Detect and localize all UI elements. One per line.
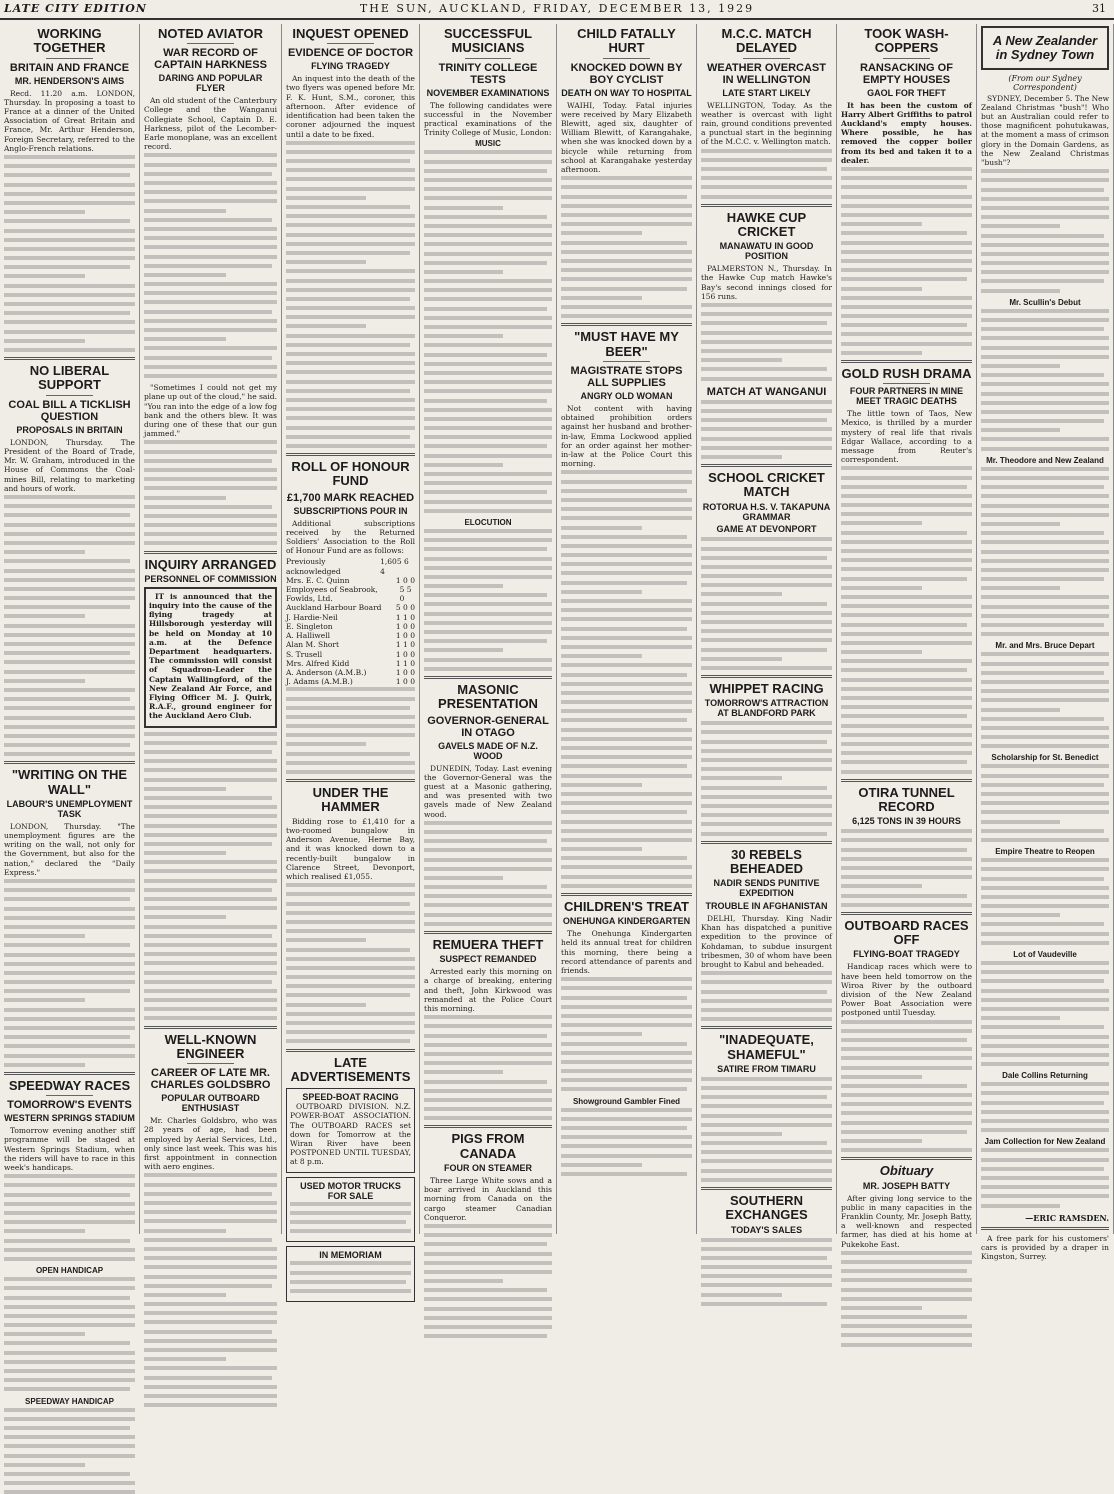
subheadline: DARING AND POPULAR FLYER [158, 73, 263, 94]
ad-text: OUTBOARD DIVISION. N.Z. POWER-BOAT ASSOCIATION. The OUTBOARD RACES set down for Tomorrow at the Wiran River have been POSTPONED UNTIL TUESDAY, at 8 p.m. [290, 1102, 411, 1167]
subscriber-name: J. Adams (A.M.B.) [286, 677, 353, 687]
article-body [981, 309, 1109, 451]
headline: SCHOOL CRICKET MATCH [708, 470, 825, 500]
subheadline: TODAY'S SALES [730, 1224, 803, 1235]
subscription-amount: 1 0 0 [395, 621, 415, 631]
subscriber-name: Previously acknowledged [286, 557, 341, 576]
subheadline: GOVERNOR-GENERAL IN OTAGO [427, 714, 549, 739]
article-text: A free park for his customers' cars is provided by a draper in Kingston, Surrey. [981, 1233, 1109, 1262]
subheadline: KNOCKED DOWN BY BOY CYCLIST [570, 61, 683, 86]
column-8 [977, 24, 1114, 1262]
headline: TOOK WASH-COPPERS [864, 26, 949, 56]
section-subhead: Jam Collection for New Zealand [984, 1137, 1106, 1147]
headline: PIGS FROM CANADA [451, 1131, 525, 1161]
article-body [701, 1077, 832, 1182]
advertisements-heading: LATE ADVERTISEMENTS [290, 1054, 411, 1084]
subscriber-name: J. Hardie-Neil [286, 612, 338, 622]
subheadline: MR. JOSEPH BATTY [862, 1180, 951, 1191]
section-subhead: Mr. Theodore and New Zealand [986, 455, 1104, 465]
subscription-row [286, 640, 415, 649]
article-body [286, 687, 415, 774]
headline: GOLD RUSH DRAMA [841, 366, 972, 382]
headline: CHILDREN'S TREAT [564, 899, 689, 915]
subheadline: LATE START LIKELY [722, 87, 811, 98]
section-subhead: Showground Gambler Fined [572, 1096, 681, 1106]
article-body [561, 470, 692, 887]
subscription-row [286, 659, 415, 668]
ad-title: USED MOTOR TRUCKS FOR SALE [300, 1180, 401, 1201]
subheadline: NOVEMBER EXAMINATIONS [426, 87, 550, 98]
subscriber-name: S. Trusell [286, 649, 323, 659]
subheadline: MAGISTRATE STOPS ALL SUPPLIES [570, 364, 683, 389]
article-text: Not content with having obtained prohibition orders against her husband and brother-in-law, Emma Lockwood applied for an order against her mother-in-law at the Police Court this morning. [561, 403, 692, 469]
article-text: DUNEDIN, Today. Last evening the Governor-General was the guest at a Masonic gathering, and was presented with two gavels made of New Zealand wood. [424, 763, 552, 819]
article-body [841, 1020, 972, 1153]
section-subhead: SPEEDWAY HANDICAP [25, 1396, 114, 1406]
subheadline: FLYING-BOAT TRAGEDY [853, 949, 960, 960]
subscriber-name: A. Anderson (A.M.B.) [286, 667, 367, 677]
subheadline: SUBSCRIPTIONS POUR IN [293, 505, 408, 516]
subheadline: NADIR SENDS PUNITIVE EXPEDITION [713, 878, 820, 899]
ad-title: IN MEMORIAM [319, 1250, 382, 1261]
subscriber-name: Mrs. E. C. Quinn [286, 575, 350, 585]
article-body [701, 149, 832, 199]
article-text: Recd. 11.20 a.m. LONDON, Thursday. In proposing a toast to France at a dinner of the United Association of Great Britain and France, Mr. Arthur Henderson, Foreign Secretary, referred to the Anglo-French relations. [4, 88, 135, 153]
column-6 [697, 24, 837, 1234]
subscription-row [286, 585, 415, 603]
article-text: LONDON, Thursday. "The unemployment figures are the writing on the wall, not only for the Government, but also for the nation," declared the "Daily Express." [4, 821, 135, 877]
article-text: LONDON, Thursday. The President of the Board of Trade, Mr. W. Graham, introduced in the House of Commons the Coal-mines Bill, relating to marketing and hours of work. [4, 437, 135, 493]
headline: INQUIRY ARRANGED [144, 556, 277, 572]
article-body [424, 1015, 552, 1120]
subscription-amount: 1,605 6 4 [380, 557, 409, 576]
subheadline: EVIDENCE OF DOCTOR [287, 47, 414, 60]
subheadline: TRINITY COLLEGE TESTS [438, 61, 538, 86]
article-text: An old student of the Canterbury College and the Wanganui Collegiate School, Captain D. E. Harkness, pilot of the Lecomber-Earle monoplane, was an excellent record. [144, 96, 277, 152]
article-body [144, 440, 277, 545]
article-body [981, 961, 1109, 1066]
article-body [981, 169, 1109, 292]
article-text: Additional subscriptions received by the Returned Soldiers' Association to the Roll of Honour Fund are as follows: [286, 518, 415, 556]
subheadline: BRITAIN AND FRANCE [9, 61, 130, 74]
article-body [4, 1277, 135, 1391]
subscription-row [286, 557, 415, 575]
article-body [561, 1108, 692, 1176]
article-text: An inquest into the death of the two flyers was opened before Mr. F. K. Hunt, S.M., coroner, this afternoon. After evidence of identification had been taken the coroner adjourned the inquest until a date to be fixed. [286, 74, 415, 139]
article-body [701, 1238, 832, 1306]
subscription-row [286, 650, 415, 659]
headline: WELL-KNOWN ENGINEER [164, 1031, 257, 1061]
page-number: 31 [1092, 2, 1106, 15]
subscription-row [286, 631, 415, 640]
column-5 [557, 24, 697, 1234]
subscription-amount: 1 0 0 [395, 575, 415, 585]
subscription-amount: 5 0 0 [395, 603, 415, 613]
article-body [4, 879, 135, 1067]
subscription-row [286, 677, 415, 686]
article-text: Arrested early this morning on a charge of breaking, entering and theft, John Kirkwood was remanded at the Police Court this morning. [424, 967, 552, 1014]
headline: MASONIC PRESENTATION [438, 681, 538, 712]
section-subhead: Scholarship for St. Benedict [991, 753, 1099, 763]
article-text: "Sometimes I could not get my plane up out of the cloud," he said. "You ran into the edge of a low fog bank and the others blew. It was during one of these that our gun jammed." [144, 383, 277, 439]
section-subhead: Mr. and Mrs. Bruce Depart [995, 641, 1095, 651]
column-4 [420, 24, 557, 1234]
subscription-amount: 1 0 0 [395, 631, 415, 641]
subscription-amount: 1 1 0 [395, 640, 415, 650]
subheadline: GAOL FOR THEFT [867, 87, 946, 98]
subheadline: PERSONNEL OF COMMISSION [144, 573, 277, 584]
article-body [841, 167, 972, 355]
subscription-amount: 1 0 0 [395, 667, 415, 677]
subheadline: FOUR ON STEAMER [443, 1163, 532, 1174]
subheadline: WEATHER OVERCAST IN WELLINGTON [707, 61, 826, 86]
article-body [841, 466, 972, 773]
article-body [424, 821, 552, 926]
article-body [981, 1148, 1109, 1207]
section-subhead: Dale Collins Returning [1002, 1071, 1088, 1081]
article-text: WELLINGTON, Today. As the weather is overcast with light rain, ground conditions prevented a punctual start in the beginning of the M.C.C. v. Wellington match. [701, 100, 832, 147]
headline: "WRITING ON THE WALL" [11, 767, 128, 797]
subscription-amount: 1 0 0 [395, 677, 415, 687]
article-text: PALMERSTON N., Thursday. In the Hawke Cup match Hawke's Bay's second innings closed for 156 runs. [701, 264, 832, 301]
ad-title: SPEED-BOAT RACING [302, 1092, 399, 1103]
subscriber-name: Employees of Seabrook, Fowlds, Ltd. [286, 585, 378, 604]
subheadline: CAREER OF LATE MR. CHARLES GOLDSBRO [150, 1067, 271, 1092]
subheadline: GAME AT DEVONPORT [716, 524, 817, 535]
article-text: The Onehunga Kindergarten held its annual treat for children this morning, there being a record attendance of parents and friends. [561, 929, 692, 976]
headline: "MUST HAVE MY BEER" [574, 329, 679, 359]
subscriber-name: Alan M. Short [286, 640, 340, 650]
subheadline: WESTERN SPRINGS STADIUM [4, 1113, 135, 1124]
subheadline: TOMORROW'S ATTRACTION AT BLANDFORD PARK [704, 698, 829, 719]
headline: ROLL OF HONOUR FUND [291, 459, 410, 489]
article-body [981, 764, 1109, 842]
headline: "INADEQUATE, SHAMEFUL" [719, 1032, 814, 1062]
subscription-row [286, 668, 415, 677]
subheadline: LABOUR'S UNEMPLOYMENT TASK [6, 799, 133, 819]
article-text: It has been the custom of Harry Albert Griffiths to patrol Auckland's empty houses. Where possible, he has removed the copper boiler from its bed and taken it to a dealer. [841, 100, 972, 165]
subscriber-name: Mrs. Alfred Kidd [286, 658, 350, 668]
headline: M.C.C. MATCH DELAYED [721, 26, 812, 56]
section-subhead: Empire Theatre to Reopen [995, 847, 1095, 857]
article-body [144, 1173, 277, 1407]
byline: (From our Sydney Correspondent) [1008, 73, 1082, 92]
headline: Obituary [879, 1163, 934, 1179]
headline: OTIRA TUNNEL RECORD [858, 784, 955, 814]
subheadline: ANGRY OLD WOMAN [580, 391, 673, 402]
article-body [701, 303, 832, 381]
subheadline: TOMORROW'S EVENTS [7, 1099, 132, 1112]
article-body [4, 1408, 135, 1494]
article-body [841, 829, 972, 907]
column-3 [282, 24, 420, 1261]
headline: CHILD FATALLY HURT [577, 26, 676, 56]
subscriber-name: A. Halliwell [286, 631, 331, 641]
ad-body [290, 1261, 411, 1293]
announcement-box [144, 587, 277, 728]
article-body [701, 537, 832, 670]
article-text: After giving long service to the public in many capacities in the Franklin County, Mr. Joseph Batty, a well-known and respected farmer, has died at his home at Pukekohe East. [841, 1193, 972, 1249]
subheadline: RANSACKING OF EMPTY HOUSES [860, 61, 953, 86]
section-subhead: MUSIC [475, 139, 501, 149]
article-body [4, 155, 135, 352]
headline: REMUERA THEFT [432, 937, 544, 953]
masthead [0, 0, 1114, 20]
article-body [981, 1082, 1109, 1132]
edition-label: LATE CITY EDITION [4, 2, 147, 15]
subheadline: DEATH ON WAY TO HOSPITAL [561, 87, 692, 98]
section-subhead: Lot of Vaudeville [1013, 950, 1077, 960]
article-body [561, 977, 692, 1091]
article-body [286, 141, 415, 448]
headline: 30 REBELS BEHEADED [730, 846, 803, 876]
article-body [424, 150, 552, 512]
article-text: Three Large White sows and a boar arrived in Auckland this morning from Canada on the cargo steamer Canadian Conqueror. [424, 1175, 552, 1222]
subscription-row [286, 576, 415, 585]
headline: UNDER THE HAMMER [312, 785, 389, 815]
article-body [701, 400, 832, 459]
subheadline: WAR RECORD OF CAPTAIN HARKNESS [154, 47, 267, 72]
headline: HAWKE CUP CRICKET [726, 209, 807, 240]
article-body [701, 971, 832, 1021]
subheadline: FOUR PARTNERS IN MINE MEET TRAGIC DEATHS [849, 386, 964, 407]
column-7 [837, 24, 977, 1249]
article-body [841, 1251, 972, 1347]
advertisement [286, 1177, 415, 1243]
subheadline: SUSPECT REMANDED [439, 954, 537, 965]
subheadline: 6,125 TONS IN 39 HOURS [852, 816, 961, 827]
feature-header-box [981, 26, 1109, 70]
article-text: The following candidates were successful in the November practical examinations of the Trinity College of Music, London: [424, 100, 552, 138]
subheadline: ROTORUA H.S. V. TAKAPUNA GRAMMAR [702, 501, 831, 522]
subheadline: POPULAR OUTBOARD ENTHUSIAST [161, 1093, 260, 1114]
article-body [4, 495, 135, 756]
subscription-amount: 1 0 0 [395, 649, 415, 659]
advertisement [286, 1246, 415, 1302]
subheadline: SATIRE FROM TIMARU [717, 1063, 816, 1074]
subscription-list [286, 557, 415, 686]
subheadline: MANAWATU IN GOOD POSITION [719, 241, 814, 262]
headline: SPEEDWAY RACES [8, 1077, 131, 1093]
subheadline: MR. HENDERSON'S AIMS [14, 75, 125, 86]
subheadline: ONEHUNGA KINDERGARTEN [562, 916, 691, 927]
article-body [424, 1224, 552, 1338]
headline: SUCCESSFUL MUSICIANS [443, 26, 533, 56]
subheadline: FLYING TRAGEDY [311, 61, 390, 72]
subscription-amount: 1 1 0 [395, 612, 415, 622]
subscriber-name: E. Singleton [286, 621, 333, 631]
headline: MATCH AT WANGANUI [706, 385, 827, 398]
article-body [144, 153, 277, 378]
article-body [981, 858, 1109, 945]
article-text: IT is announced that the inquiry into the cause of the flying tragedy at Hillsborough yesterday will be held on Monday at 10 a.m. at the Defence Department headquarters. The commission will consist of Squadron-Leader the Captain Wallingford, of the New Zealand Air Force, and Flying Officer M. J. Quirk, R.A.F., ground engineer for the Auckland Aero Club. [149, 591, 272, 721]
article-text: WAIHI, Today. Fatal injuries were received by Mary Elizabeth Blewitt, aged six, daughter of William Blewitt, of Karangahake, when she was knocked down by a bicycle while returning from school at Karangahake yesterday afternoon. [561, 100, 692, 175]
article-text: Tomorrow evening another stiff programme will be staged at Western Springs Stadium, when the riders will have to race in this week's handicaps. [4, 1126, 135, 1173]
subheadline: £1,700 MARK REACHED [286, 491, 415, 504]
subheadline: GAVELS MADE OF N.Z. WOOD [438, 740, 538, 761]
subheadline: COAL BILL A TICKLISH QUESTION [8, 398, 131, 423]
advertisement [286, 1088, 415, 1172]
article-body [424, 529, 552, 671]
article-text: Handicap races which were to have been held tomorrow on the Wiroa River by the outboard division of the New Zealand Power Boat Association were postponed until Tuesday. [841, 962, 972, 1018]
subheadline: TROUBLE IN AFGHANISTAN [705, 901, 828, 912]
subscription-amount: 1 1 0 [395, 658, 415, 668]
section-subhead: ELOCUTION [464, 517, 512, 527]
signoff: —ERIC RAMSDEN. [1025, 1212, 1109, 1223]
article-body [701, 721, 832, 835]
subscription-row [286, 613, 415, 622]
headline: NO LIBERAL SUPPORT [29, 363, 110, 393]
column-1 [0, 24, 140, 1406]
headline: INQUEST OPENED [292, 26, 409, 41]
headline: WORKING TOGETHER [33, 26, 106, 56]
headline: SOUTHERN EXCHANGES [725, 1193, 808, 1223]
headline: NOTED AVIATOR [158, 26, 263, 41]
article-text: Bidding rose to £1,410 for a two-roomed bungalow in Anderson Avenue, Herne Bay, and it was knocked down to a recently-built bungalow in Clarence Street, Devonport, which realised £1,055. [286, 816, 415, 881]
subscription-row [286, 622, 415, 631]
article-body [4, 1174, 135, 1261]
article-text: SYDNEY, December 5. The New Zealand Christmas "bush"! Who but an Australian could refer to those magnificent pohutukawas, at the moment a mass of crimson glory in the Domain Gardens, as the New Zealand Christmas "bush"? [981, 93, 1109, 168]
subheadline: PROPOSALS IN BRITAIN [16, 424, 123, 435]
subscription-amount: 5 5 0 [399, 585, 412, 604]
subscriber-name: Auckland Harbour Board [286, 603, 382, 613]
article-body [561, 176, 692, 318]
article-text: DELHI, Thursday. King Nadir Khan has dispatched a punitive expedition to the province of Kohdaman, to subdue insurgent tribesmen, 30 of whom have been brought to Kabul and beheaded. [701, 913, 832, 969]
article-body [981, 652, 1109, 748]
newspaper-dateline: THE SUN, AUCKLAND, FRIDAY, DECEMBER 13, 1929 [359, 2, 755, 15]
article-body [286, 883, 415, 1043]
column-2 [140, 24, 282, 1234]
headline: WHIPPET RACING [709, 681, 824, 697]
article-body [981, 467, 1109, 636]
headline: OUTBOARD RACES OFF [844, 917, 969, 948]
section-subhead: OPEN HANDICAP [35, 1266, 104, 1276]
article-text: The little town of Taos, New Mexico, is thrilled by a murder mystery of real life that rivals Edgar Wallace, according to a message from Reuter's correspondent. [841, 409, 972, 465]
ad-body [290, 1202, 411, 1234]
section-subhead: Mr. Scullin's Debut [1009, 297, 1081, 307]
article-body [144, 732, 277, 1021]
subscription-row [286, 603, 415, 612]
headline: A New Zealander in Sydney Town [992, 33, 1098, 63]
article-text: Mr. Charles Goldsbro, who was 28 years of age, had been employed by Aerial Services, Ltd., only since last week. This was his first appointment in connection with aero engines. [144, 1116, 277, 1172]
